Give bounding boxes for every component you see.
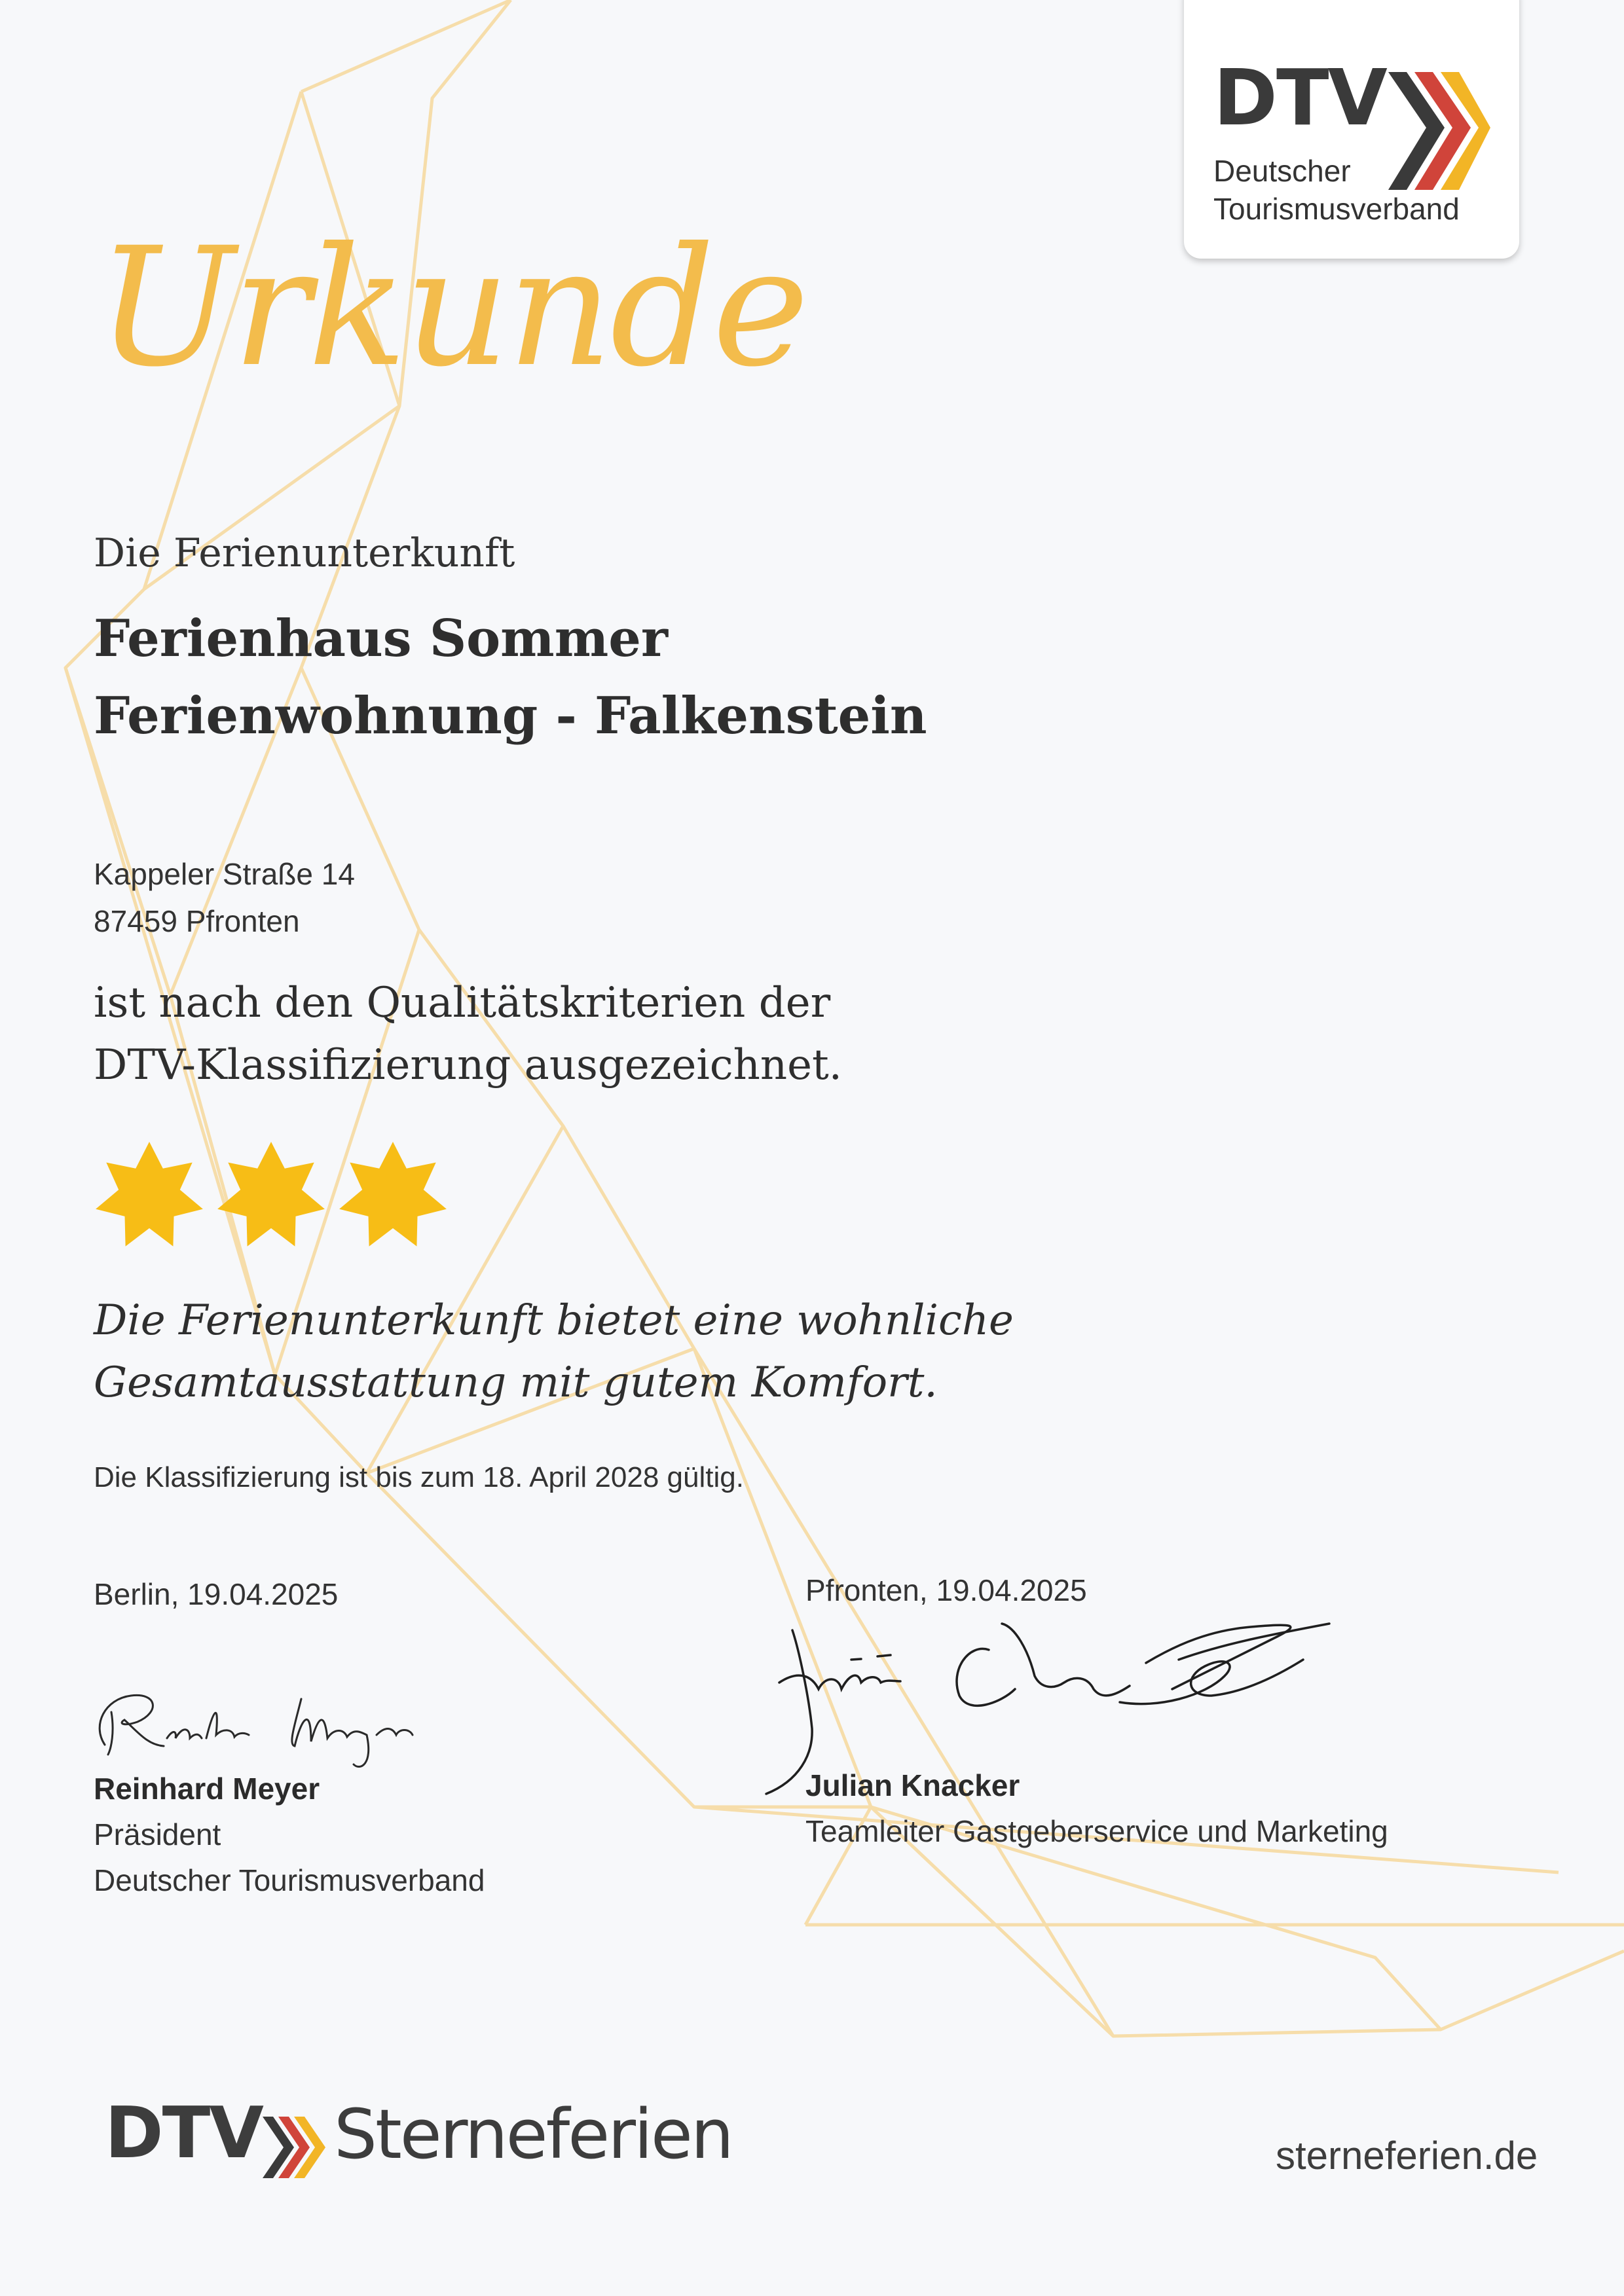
- claim-line1: ist nach den Qualitätskriterien der: [94, 979, 831, 1027]
- signatory1-org: Deutscher Tourismusverband: [94, 1863, 485, 1897]
- signatory1-name: Reinhard Meyer: [94, 1772, 320, 1806]
- property-name-line2: Ferienwohnung - Falkenstein: [94, 686, 927, 746]
- logo-line2: Tourismusverband: [1213, 192, 1460, 226]
- description-line1: Die Ferienunterkunft bietet eine wohnliche: [94, 1296, 1014, 1345]
- signatory2-name: Julian Knacker: [805, 1768, 1020, 1802]
- signature-reinhard-meyer: [85, 1673, 439, 1771]
- claim-line2: DTV-Klassifizierung ausgezeichnet.: [94, 1041, 842, 1089]
- rating-star-icon: [92, 1139, 207, 1254]
- footer-abbr: DTV: [105, 2092, 263, 2174]
- rating-star-icon: [335, 1139, 451, 1254]
- signatory1-place-date: Berlin, 19.04.2025: [94, 1577, 339, 1611]
- signatory2-role: Teamleiter Gastgeberservice und Marketing: [805, 1814, 1388, 1848]
- footer-url: sterneferien.de: [1276, 2134, 1538, 2178]
- logo-subtitle: [1213, 152, 1515, 228]
- property-street: Kappeler Straße 14: [94, 857, 355, 891]
- property-name-line1: Ferienhaus Sommer: [94, 609, 668, 668]
- logo-abbr: DTV: [1213, 52, 1386, 143]
- intro-text: Die Ferienunterkunft: [94, 530, 515, 576]
- description-line2: Gesamtausstattung mit gutem Komfort.: [94, 1358, 938, 1407]
- footer-brand: Sterneferien: [334, 2094, 732, 2174]
- logo-line1: Deutscher: [1213, 154, 1351, 188]
- signatory2-place-date: Pfronten, 19.04.2025: [805, 1573, 1087, 1607]
- star-rating: [92, 1139, 457, 1257]
- validity-text: Die Klassifizierung ist bis zum 18. April 2028 gültig.: [94, 1461, 744, 1493]
- certificate-title: Urkunde: [97, 212, 807, 403]
- rating-star-icon: [213, 1139, 329, 1254]
- dtv-logo-card: [1184, 0, 1519, 259]
- signatory1-role: Präsident: [94, 1817, 221, 1851]
- property-city: 87459 Pfronten: [94, 904, 300, 938]
- dtv-chevron-icon: [257, 2111, 329, 2183]
